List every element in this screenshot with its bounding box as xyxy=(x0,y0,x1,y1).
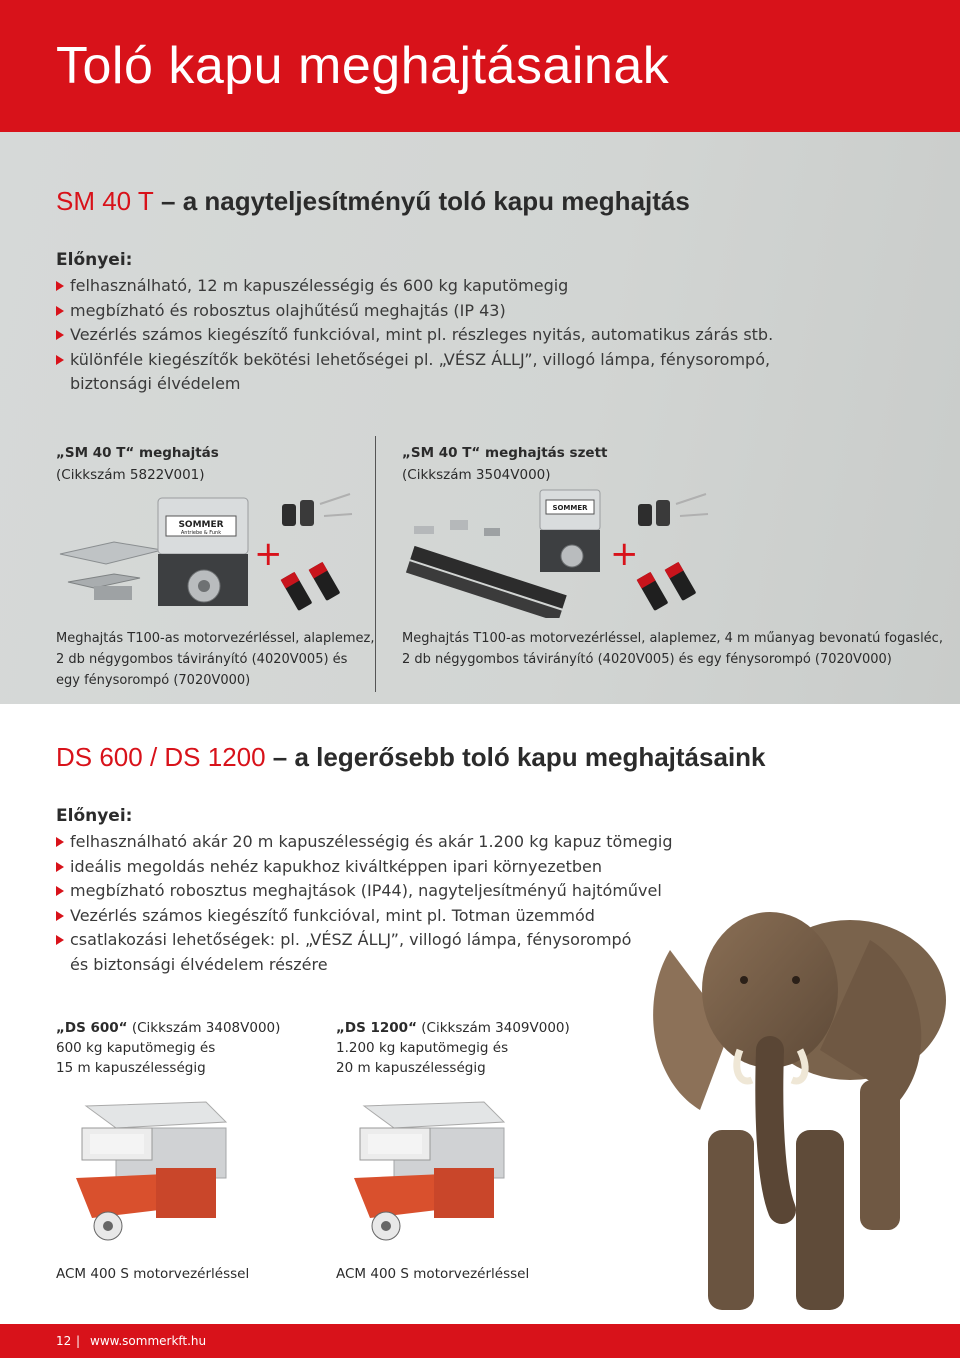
list-item: Vezérlés számos kiegészítő funkcióval, mint pl. részleges nyitás, automatikus zárás stb. xyxy=(56,323,773,348)
bullet-arrow-icon xyxy=(56,355,64,365)
brand-logo: SOMMER xyxy=(178,520,224,530)
ds1200-image xyxy=(334,1098,510,1248)
ds1200-caption: ACM 400 S motorvezérléssel xyxy=(336,1266,530,1282)
sm40-advantages-list xyxy=(56,274,773,397)
bullet-arrow-icon xyxy=(56,837,64,847)
ds1200-header: „DS 1200“ (Cikkszám 3409V000) 1.200 kg kaputömegig és 20 m kapuszélességig xyxy=(336,1020,570,1076)
list-item: megbízható robosztus meghajtások (IP44), nagyteljesítményű hajtóművel xyxy=(56,879,673,904)
sm40-advantages-label: Előnyei: xyxy=(56,250,133,270)
page-title: Toló kapu meghajtásainak xyxy=(56,37,670,95)
page-footer xyxy=(0,1324,960,1358)
bullet-arrow-icon xyxy=(56,886,64,896)
sm40-title-model: SM 40 T xyxy=(56,186,154,216)
website-link[interactable]: www.sommerkft.hu xyxy=(90,1334,207,1348)
bullet-arrow-icon xyxy=(56,935,64,945)
plus-sign-2: + xyxy=(610,534,639,574)
page-header xyxy=(0,0,960,132)
sm40-product-1-header: „SM 40 T“ meghajtás (Cikkszám 5822V001) xyxy=(56,445,219,483)
sm40-title-text: – a nagyteljesítményű toló kapu meghajtás xyxy=(153,186,690,216)
remotes-and-photocell-image xyxy=(634,486,714,614)
page-number: 12 xyxy=(56,1334,72,1348)
ds600-caption: ACM 400 S motorvezérléssel xyxy=(56,1266,250,1282)
brand-sub: Antriebe & Funk xyxy=(180,530,222,536)
sm40-product-2-header: „SM 40 T“ meghajtás szett (Cikkszám 3504V000) xyxy=(402,445,608,483)
bullet-arrow-icon xyxy=(56,306,64,316)
bullet-arrow-icon xyxy=(56,330,64,340)
ds600-header: „DS 600“ (Cikkszám 3408V000) 600 kg kaputömegig és 15 m kapuszélességig xyxy=(56,1020,281,1076)
list-item: ideális megoldás nehéz kapukhoz kiváltképpen ipari környezetben xyxy=(56,855,673,880)
sm40-product-2-caption: Meghajtás T100-as motorvezérléssel, alaplemez, 4 m műanyag bevonatú fogasléc, 2 db négygombos távirányító (4020V005) és egy fénysorompó (7020V000) xyxy=(402,631,943,667)
list-item: megbízható és robosztus olajhűtésű meghajtás (IP 43) xyxy=(56,299,773,324)
brand-logo: SOMMER xyxy=(552,504,588,512)
sm40-drive-image xyxy=(54,490,254,612)
sm40-product-1-caption: Meghajtás T100-as motorvezérléssel, alaplemez, 2 db négygombos távirányító (4020V005) és egy fénysorompó (7020V000) xyxy=(56,631,375,688)
list-item: felhasználható, 12 m kapuszélességig és 600 kg kaputömegig xyxy=(56,274,773,299)
sm40-set-image xyxy=(400,484,606,618)
sm40-section-title xyxy=(56,186,690,217)
sm40-panel xyxy=(0,132,960,704)
list-item: különféle kiegészítők bekötési lehetőségei pl. „VÉSZ ÁLLJ”, villogó lámpa, fénysorompó, biztonsági élvédelem xyxy=(56,348,773,397)
elephant-image xyxy=(620,880,950,1320)
bullet-arrow-icon xyxy=(56,281,64,291)
bullet-arrow-icon xyxy=(56,911,64,921)
product-divider xyxy=(375,436,376,692)
ds-advantages-label: Előnyei: xyxy=(56,806,133,826)
list-item: Vezérlés számos kiegészítő funkcióval, mint pl. Totman üzemmód xyxy=(56,904,673,929)
ds-title-text: – a legerősebb toló kapu meghajtásaink xyxy=(265,742,766,772)
ds600-image xyxy=(56,1098,232,1248)
list-item: csatlakozási lehetőségek: pl. „VÉSZ ÁLLJ”, villogó lámpa, fénysorompó és biztonsági élvédelem részére xyxy=(56,928,673,977)
plus-sign-1: + xyxy=(254,534,283,574)
ds-advantages-list xyxy=(56,830,673,977)
remotes-and-photocell-image xyxy=(278,486,358,614)
ds-section-title xyxy=(56,742,766,773)
bullet-arrow-icon xyxy=(56,862,64,872)
ds-title-model: DS 600 / DS 1200 xyxy=(56,742,266,772)
list-item: felhasználható akár 20 m kapuszélességig és akár 1.200 kg kapuz tömegig xyxy=(56,830,673,855)
footer-separator: | xyxy=(76,1334,81,1348)
